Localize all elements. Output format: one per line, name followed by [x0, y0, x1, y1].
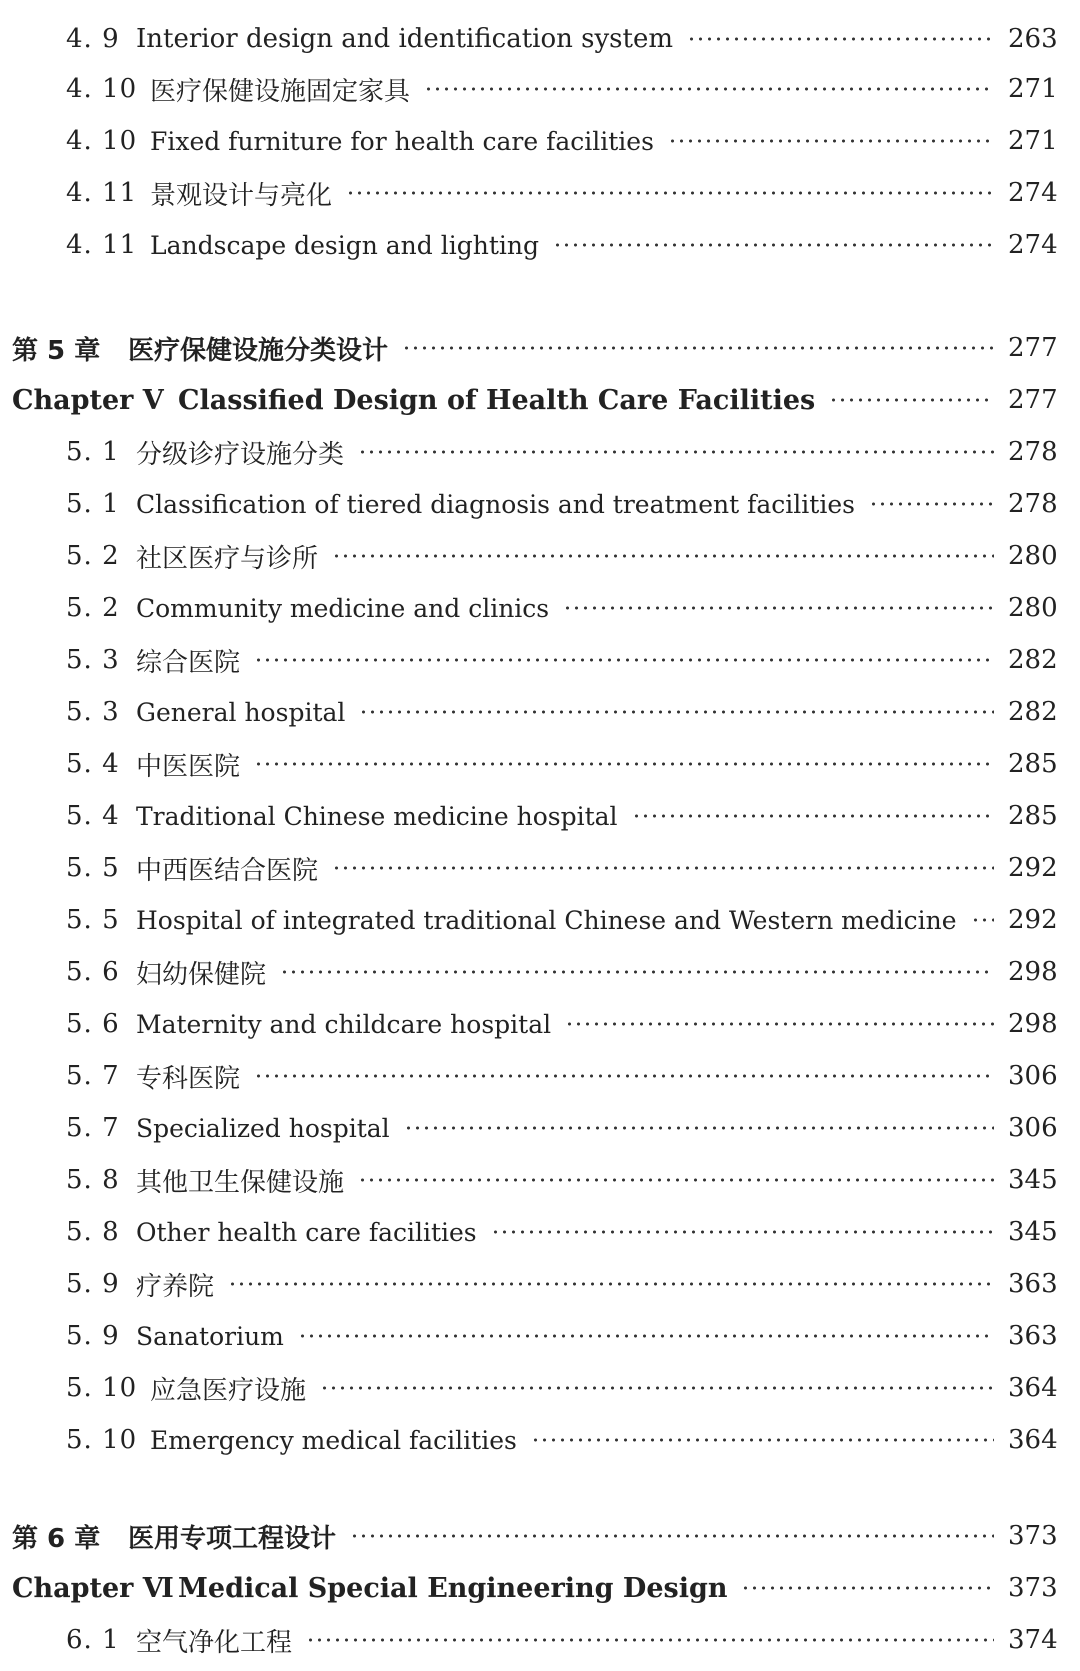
chapter-number: 第 6 章: [12, 1523, 101, 1554]
section-number: 5. 9: [66, 1269, 120, 1299]
page-number: 277: [1008, 333, 1058, 363]
toc-entry-5-10-en[interactable]: [0, 1418, 1080, 1462]
section-title: Interior design and identification system: [136, 24, 673, 54]
toc-entry-5-4-en[interactable]: [0, 794, 1080, 838]
section-title: Sanatorium: [136, 1321, 284, 1351]
section-title: 景观设计与亮化: [150, 180, 333, 211]
section-number: 4. 10: [66, 126, 138, 156]
section-number: 5. 2: [66, 593, 120, 623]
toc-entry-4-10-zh[interactable]: [0, 67, 1080, 111]
section-number: 4. 10: [66, 74, 138, 104]
toc-entry-5-2-zh[interactable]: [0, 534, 1080, 578]
toc-chapter-6-en[interactable]: [0, 1566, 1080, 1610]
section-number: 5. 8: [66, 1217, 120, 1247]
section-title: 分级诊疗设施分类: [136, 439, 345, 470]
section-title: Maternity and childcare hospital: [136, 1009, 552, 1039]
page-number: 282: [1008, 697, 1058, 727]
dot-leader: [565, 1011, 994, 1037]
section-number: 5. 5: [66, 853, 120, 883]
dot-leader: [280, 959, 994, 985]
toc-entry-5-3-en[interactable]: [0, 690, 1080, 734]
page-number: 278: [1008, 489, 1058, 519]
section-title: 中西医结合医院: [136, 855, 319, 886]
toc-entry-4-9-en[interactable]: [0, 17, 1080, 61]
dot-leader: [668, 128, 994, 154]
section-number: 4. 11: [66, 230, 138, 260]
dot-leader: [563, 595, 994, 621]
chapter-title: Medical Special Engineering Design: [178, 1572, 728, 1604]
page-number: 306: [1008, 1061, 1058, 1091]
section-title: 其他卫生保健设施: [136, 1167, 345, 1198]
dot-leader: [359, 699, 994, 725]
section-number: 5. 3: [66, 697, 120, 727]
page-number: 282: [1008, 645, 1058, 675]
page-number: 306: [1008, 1113, 1058, 1143]
page-number: 292: [1008, 905, 1058, 935]
page-number: 373: [1008, 1573, 1058, 1603]
page-number: 277: [1008, 385, 1058, 415]
page-number: 298: [1008, 1009, 1058, 1039]
page-number: 364: [1008, 1373, 1058, 1403]
toc-entry-4-11-zh[interactable]: [0, 171, 1080, 215]
section-number: 4. 9: [66, 24, 120, 54]
section-title: Fixed furniture for health care facilities: [150, 126, 654, 156]
section-title: 应急医疗设施: [150, 1375, 307, 1406]
section-title: Hospital of integrated traditional Chinese and Western medicine: [136, 905, 957, 935]
page-number: 292: [1008, 853, 1058, 883]
section-number: 5. 10: [66, 1425, 138, 1455]
chapter-number: Chapter Ⅵ: [12, 1572, 174, 1604]
dot-leader: [254, 647, 994, 673]
dot-leader: [306, 1627, 994, 1653]
toc-entry-5-8-en[interactable]: [0, 1210, 1080, 1254]
section-title: Classification of tiered diagnosis and treatment facilities: [136, 489, 855, 519]
toc-entry-5-4-zh[interactable]: [0, 742, 1080, 786]
dot-leader: [424, 76, 994, 102]
section-number: 5. 9: [66, 1321, 120, 1351]
section-title: 医疗保健设施固定家具: [150, 76, 411, 107]
dot-leader: [402, 335, 994, 361]
section-number: 5. 7: [66, 1113, 120, 1143]
section-number: 5. 5: [66, 905, 120, 935]
page-number: 373: [1008, 1521, 1058, 1551]
dot-leader: [531, 1427, 994, 1453]
section-number: 5. 4: [66, 801, 120, 831]
section-number: 5. 2: [66, 541, 120, 571]
page-number: 345: [1008, 1217, 1058, 1247]
dot-leader: [332, 855, 994, 881]
section-title: General hospital: [136, 697, 346, 727]
toc-entry-5-8-zh[interactable]: [0, 1158, 1080, 1202]
page-number: 278: [1008, 437, 1058, 467]
page-number: 280: [1008, 541, 1058, 571]
toc-entry-5-10-zh[interactable]: [0, 1366, 1080, 1410]
toc-chapter-5-en[interactable]: [0, 378, 1080, 422]
section-title: Community medicine and clinics: [136, 593, 550, 623]
page-number: 345: [1008, 1165, 1058, 1195]
chapter-number: Chapter Ⅴ: [12, 384, 164, 416]
toc-entry-5-7-en[interactable]: [0, 1106, 1080, 1150]
dot-leader: [358, 1167, 994, 1193]
dot-leader: [228, 1271, 994, 1297]
section-title: 妇幼保健院: [136, 959, 267, 990]
toc-entry-5-1-zh[interactable]: [0, 430, 1080, 474]
section-number: 4. 11: [66, 178, 138, 208]
page-number: 271: [1008, 74, 1058, 104]
page-number: 274: [1008, 178, 1058, 208]
dot-leader: [404, 1115, 994, 1141]
page-number: 280: [1008, 593, 1058, 623]
toc-entry-5-7-zh[interactable]: [0, 1054, 1080, 1098]
dot-leader: [346, 180, 994, 206]
section-title: Other health care facilities: [136, 1217, 477, 1247]
dot-leader: [829, 387, 994, 413]
section-number: 5. 6: [66, 957, 120, 987]
section-number: 6. 1: [66, 1625, 120, 1655]
toc-entry-5-9-zh[interactable]: [0, 1262, 1080, 1306]
section-number: 5. 6: [66, 1009, 120, 1039]
dot-leader: [687, 26, 994, 52]
toc-entry-4-11-en[interactable]: [0, 223, 1080, 267]
toc-entry-6-1-zh[interactable]: [0, 1618, 1080, 1662]
dot-leader: [491, 1219, 994, 1245]
section-number: 5. 1: [66, 437, 120, 467]
section-number: 5. 3: [66, 645, 120, 675]
section-title: 空气净化工程: [136, 1627, 293, 1658]
toc-entry-5-3-zh[interactable]: [0, 638, 1080, 682]
section-number: 5. 10: [66, 1373, 138, 1403]
page-number: 374: [1008, 1625, 1058, 1655]
dot-leader: [332, 543, 994, 569]
chapter-title: 医疗保健设施分类设计: [128, 335, 389, 366]
dot-leader: [254, 751, 994, 777]
dot-leader: [320, 1375, 994, 1401]
page-number: 298: [1008, 957, 1058, 987]
section-title: Specialized hospital: [136, 1113, 390, 1143]
toc-entry-5-6-zh[interactable]: [0, 950, 1080, 994]
chapter-title: Classified Design of Health Care Facilities: [178, 384, 816, 416]
page-number: 285: [1008, 749, 1058, 779]
chapter-number: 第 5 章: [12, 335, 101, 366]
section-title: Traditional Chinese medicine hospital: [136, 801, 618, 831]
page-number: 364: [1008, 1425, 1058, 1455]
dot-leader: [358, 439, 994, 465]
section-title: 专科医院: [136, 1063, 241, 1094]
toc-chapter-6-zh[interactable]: [0, 1514, 1080, 1558]
section-title: 疗养院: [136, 1271, 215, 1302]
section-title: Emergency medical facilities: [150, 1425, 517, 1455]
toc-entry-5-9-en[interactable]: [0, 1314, 1080, 1358]
dot-leader: [741, 1575, 994, 1601]
page-number: 363: [1008, 1321, 1058, 1351]
section-number: 5. 1: [66, 489, 120, 519]
page-number: 285: [1008, 801, 1058, 831]
page-number: 363: [1008, 1269, 1058, 1299]
toc-entry-5-5-en[interactable]: [0, 898, 1080, 942]
dot-leader: [254, 1063, 994, 1089]
section-title: Landscape design and lighting: [150, 230, 539, 260]
section-title: 中医医院: [136, 751, 241, 782]
dot-leader: [971, 907, 994, 933]
page-number: 274: [1008, 230, 1058, 260]
dot-leader: [869, 491, 994, 517]
dot-leader: [350, 1523, 994, 1549]
section-number: 5. 7: [66, 1061, 120, 1091]
toc-entry-5-5-zh[interactable]: [0, 846, 1080, 890]
dot-leader: [298, 1323, 994, 1349]
section-number: 5. 4: [66, 749, 120, 779]
chapter-title: 医用专项工程设计: [128, 1523, 337, 1554]
section-title: 社区医疗与诊所: [136, 543, 319, 574]
section-number: 5. 8: [66, 1165, 120, 1195]
dot-leader: [632, 803, 994, 829]
dot-leader: [553, 232, 994, 258]
page-number: 271: [1008, 126, 1058, 156]
toc-entry-5-2-en[interactable]: [0, 586, 1080, 630]
toc-entry-5-1-en[interactable]: [0, 482, 1080, 526]
toc-entry-4-10-en[interactable]: [0, 119, 1080, 163]
section-title: 综合医院: [136, 647, 241, 678]
toc-entry-5-6-en[interactable]: [0, 1002, 1080, 1046]
toc-chapter-5-zh[interactable]: [0, 326, 1080, 370]
page-number: 263: [1008, 24, 1058, 54]
